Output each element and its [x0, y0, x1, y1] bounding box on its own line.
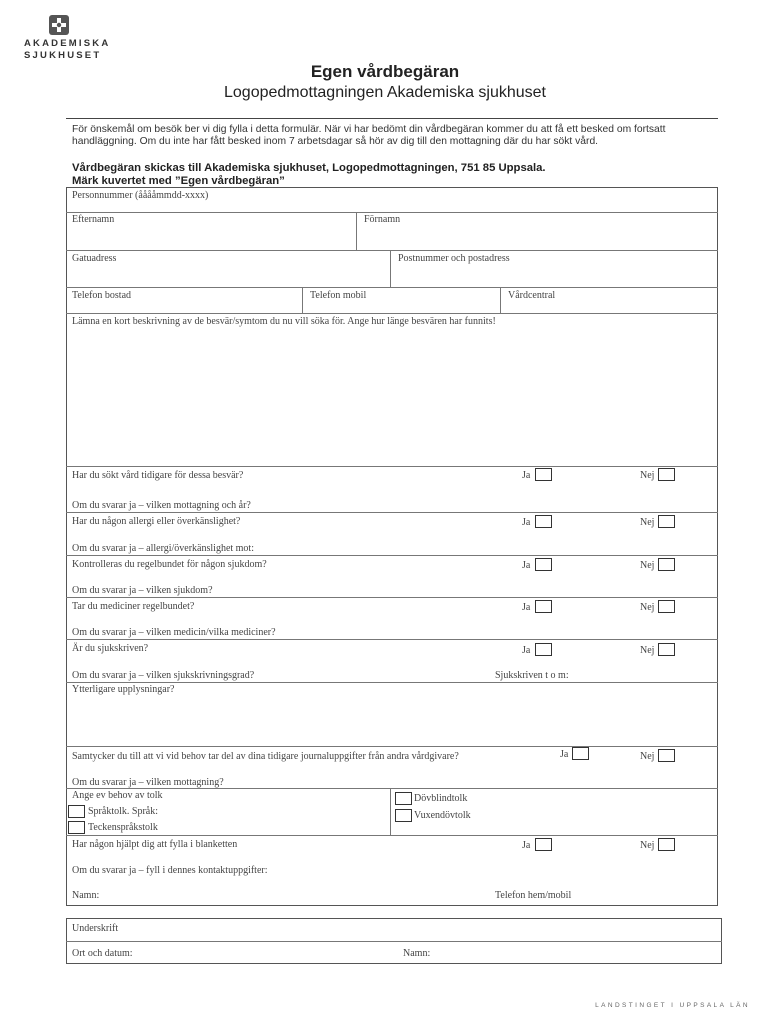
- sprak-checkbox[interactable]: [68, 805, 85, 818]
- place-date-field[interactable]: Ort och datum:: [72, 948, 133, 959]
- q6-yes-checkbox[interactable]: [572, 747, 589, 760]
- yes-label: Ja: [522, 840, 531, 851]
- dovblind-label: Dövblindtolk: [414, 793, 468, 804]
- q1-yes-checkbox[interactable]: [535, 468, 552, 481]
- gatuadress-field[interactable]: Gatuadress: [72, 253, 117, 264]
- intro-text: För önskemål om besök ber vi dig fylla i detta formulär. När vi har bedömt din vårdbegäran kommer du att få ett besked om fortsatt handläggning. Om du inte har fått besked inom 7 arbetsdagar så hör av dig till den mottagning där du har sökt vård.: [72, 124, 666, 147]
- q1-no-checkbox[interactable]: [658, 468, 675, 481]
- question-sick-leave: Är du sjukskriven?: [72, 643, 149, 654]
- q7-followup-label: Om du svarar ja – fyll i dennes kontaktuppgifter:: [72, 865, 268, 876]
- row-divider: [66, 746, 718, 747]
- page-subtitle: Logopedmottagningen Akademiska sjukhuset: [224, 84, 546, 101]
- row-divider: [66, 466, 718, 467]
- fornamn-field[interactable]: Förnamn: [364, 214, 401, 225]
- envelope-instruction: Märk kuvertet med ”Egen vårdbegäran”: [72, 175, 285, 187]
- helper-phone-field[interactable]: Telefon hem/mobil: [495, 890, 572, 901]
- question-journal-consent: Samtycker du till att vi vid behov tar del av dina tidigare journaluppgifter från andra vårdgivare?: [72, 751, 459, 762]
- column-divider: [302, 287, 303, 313]
- column-divider: [356, 212, 357, 250]
- personnummer-field[interactable]: Personnummer (ååååmmdd-xxxx): [72, 190, 209, 201]
- vuxendov-label: Vuxendövtolk: [414, 810, 471, 821]
- q4-followup-field[interactable]: Om du svarar ja – vilken medicin/vilka mediciner?: [72, 627, 276, 638]
- q5-followup-field[interactable]: Om du svarar ja – vilken sjukskrivningsgrad?: [72, 670, 255, 681]
- row-divider: [66, 250, 718, 251]
- extra-info-field[interactable]: Ytterligare upplysningar?: [72, 684, 175, 695]
- no-label: Nej: [640, 840, 655, 851]
- q3-no-checkbox[interactable]: [658, 558, 675, 571]
- q5-yes-checkbox[interactable]: [535, 643, 552, 656]
- q7-yes-checkbox[interactable]: [535, 838, 552, 851]
- yes-label: Ja: [560, 749, 569, 760]
- no-label: Nej: [640, 517, 655, 528]
- yes-label: Ja: [522, 645, 531, 656]
- tecken-label: Teckenspråkstolk: [88, 822, 158, 833]
- hospital-emblem-icon: [48, 14, 70, 36]
- signature-name-field[interactable]: Namn:: [403, 948, 431, 959]
- interpreter-heading: Ange ev behov av tolk: [72, 790, 163, 801]
- q2-followup-field[interactable]: Om du svarar ja – allergi/överkänslighet mot:: [72, 543, 254, 554]
- column-divider: [500, 287, 501, 313]
- yes-label: Ja: [522, 560, 531, 571]
- yes-label: Ja: [522, 517, 531, 528]
- row-divider: [66, 287, 718, 288]
- row-divider: [66, 555, 718, 556]
- header-divider: [66, 118, 718, 119]
- tecken-checkbox[interactable]: [68, 821, 85, 834]
- question-regular-checkup: Kontrolleras du regelbundet för någon sjukdom?: [72, 559, 267, 570]
- q5-no-checkbox[interactable]: [658, 643, 675, 656]
- row-divider: [66, 835, 718, 836]
- description-field[interactable]: Lämna en kort beskrivning av de besvär/symtom du nu vill söka för. Ange hur länge besvären har funnits!: [72, 316, 496, 327]
- q4-yes-checkbox[interactable]: [535, 600, 552, 613]
- row-divider: [66, 682, 718, 683]
- q3-followup-field[interactable]: Om du svarar ja – vilken sjukdom?: [72, 585, 213, 596]
- no-label: Nej: [640, 602, 655, 613]
- no-label: Nej: [640, 751, 655, 762]
- question-previous-care: Har du sökt vård tidigare för dessa besvär?: [72, 470, 244, 481]
- no-label: Nej: [640, 645, 655, 656]
- logo-text-line1: AKADEMISKA: [24, 38, 111, 49]
- row-divider: [66, 512, 718, 513]
- postnummer-field[interactable]: Postnummer och postadress: [398, 253, 510, 264]
- signature-field[interactable]: Underskrift: [72, 923, 119, 934]
- q1-followup-field[interactable]: Om du svarar ja – vilken mottagning och år?: [72, 500, 251, 511]
- row-divider: [66, 597, 718, 598]
- sprak-label: Språktolk. Språk:: [88, 806, 158, 817]
- q3-yes-checkbox[interactable]: [535, 558, 552, 571]
- question-medication: Tar du mediciner regelbundet?: [72, 601, 195, 612]
- q4-no-checkbox[interactable]: [658, 600, 675, 613]
- no-label: Nej: [640, 470, 655, 481]
- send-instruction: Vårdbegäran skickas till Akademiska sjukhuset, Logopedmottagningen, 751 85 Uppsala.: [72, 162, 546, 174]
- column-divider: [390, 250, 391, 287]
- row-divider: [66, 639, 718, 640]
- yes-label: Ja: [522, 470, 531, 481]
- row-divider: [66, 313, 718, 314]
- question-allergy: Har du någon allergi eller överkänslighet?: [72, 516, 241, 527]
- vardcentral-field[interactable]: Vårdcentral: [508, 290, 556, 301]
- q6-no-checkbox[interactable]: [658, 749, 675, 762]
- question-helper: Har någon hjälpt dig att fylla i blanketten: [72, 839, 238, 850]
- page-title: Egen vårdbegäran: [310, 62, 460, 81]
- yes-label: Ja: [522, 602, 531, 613]
- no-label: Nej: [640, 560, 655, 571]
- efternamn-field[interactable]: Efternamn: [72, 214, 115, 225]
- q2-no-checkbox[interactable]: [658, 515, 675, 528]
- telefon-bostad-field[interactable]: Telefon bostad: [72, 290, 132, 301]
- telefon-mobil-field[interactable]: Telefon mobil: [310, 290, 367, 301]
- q6-followup-field[interactable]: Om du svarar ja – vilken mottagning?: [72, 777, 224, 788]
- helper-name-field[interactable]: Namn:: [72, 890, 100, 901]
- dovblind-checkbox[interactable]: [395, 792, 412, 805]
- row-divider: [66, 212, 718, 213]
- vuxendov-checkbox[interactable]: [395, 809, 412, 822]
- logo-text-line2: SJUKHUSET: [24, 50, 102, 61]
- q2-yes-checkbox[interactable]: [535, 515, 552, 528]
- q7-no-checkbox[interactable]: [658, 838, 675, 851]
- signature-divider: [66, 941, 722, 942]
- footer-text: LANDSTINGET I UPPSALA LÄN: [595, 1002, 750, 1009]
- column-divider: [390, 788, 391, 835]
- sick-leave-until-field[interactable]: Sjukskriven t o m:: [495, 670, 569, 681]
